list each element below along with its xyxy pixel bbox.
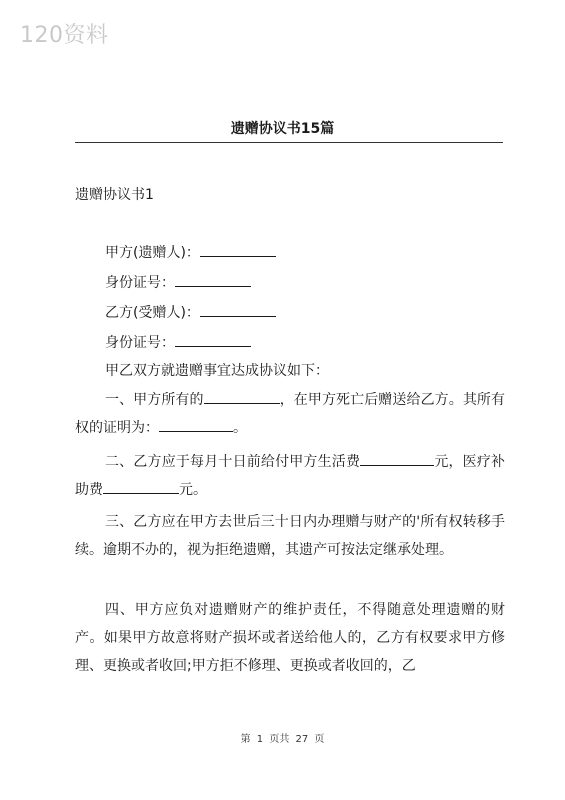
- clause-1-part3: 。: [233, 420, 247, 436]
- party-a-label: 甲方(遗赠人)：: [105, 245, 200, 261]
- party-b-label: 乙方(受赠人)：: [105, 305, 200, 321]
- clause-2: [75, 448, 505, 504]
- clause-2-part2: 元，医疗补助费: [75, 454, 506, 498]
- party-a-field: [105, 242, 276, 263]
- clause-2-blank-2: [103, 479, 179, 494]
- clause-2-part3: 元。: [179, 482, 207, 498]
- intro-text: 甲乙双方就遗赠事宜达成协议如下：: [105, 363, 329, 379]
- clause-1-blank-2: [159, 417, 233, 432]
- id-field-1: [105, 272, 251, 293]
- clause-2-part1: 二、乙方应于每月十日前给付甲方生活费: [105, 454, 361, 470]
- id-label-2: 身份证号：: [105, 335, 175, 351]
- clause-2-blank-1: [360, 451, 434, 466]
- id-blank-2: [175, 332, 251, 347]
- id-blank-1: [175, 272, 251, 287]
- document-title: 遗赠协议书15篇: [230, 121, 335, 137]
- clause-3: 三、乙方应在甲方去世后三十日内办理赠与财产的'所有权转移手续。逾期不办的，视为拒绝遗赠，其遗产可按法定继承处理。: [75, 514, 505, 558]
- id-label-1: 身份证号：: [105, 275, 175, 291]
- clause-1-part2: ，在甲方死亡后赠送给乙方。其所有权的证明为：: [75, 392, 505, 436]
- id-field-2: [105, 332, 251, 353]
- party-b-field: [105, 302, 276, 323]
- clause-4: 四、甲方应负对遗赠财产的维护责任，不得随意处理遗赠的财产。如果甲方故意将财产损坏或者送给他人的，乙方有权要求甲方修理、更换或者收回;甲方拒不修理、更换或者收回的，乙: [75, 602, 505, 674]
- clause-1-blank-1: [204, 389, 280, 404]
- party-b-blank: [200, 302, 276, 317]
- page-footer: 第 1 页共 27 页: [240, 734, 325, 745]
- clause-1: [75, 386, 505, 442]
- clause-1-part1: 一、甲方所有的: [105, 392, 204, 408]
- party-a-blank: [200, 242, 276, 257]
- title-divider: [75, 142, 503, 143]
- watermark-logo: 120资料: [20, 23, 109, 48]
- section-heading: 遗赠协议书1: [75, 187, 154, 203]
- intro-line: [105, 361, 329, 381]
